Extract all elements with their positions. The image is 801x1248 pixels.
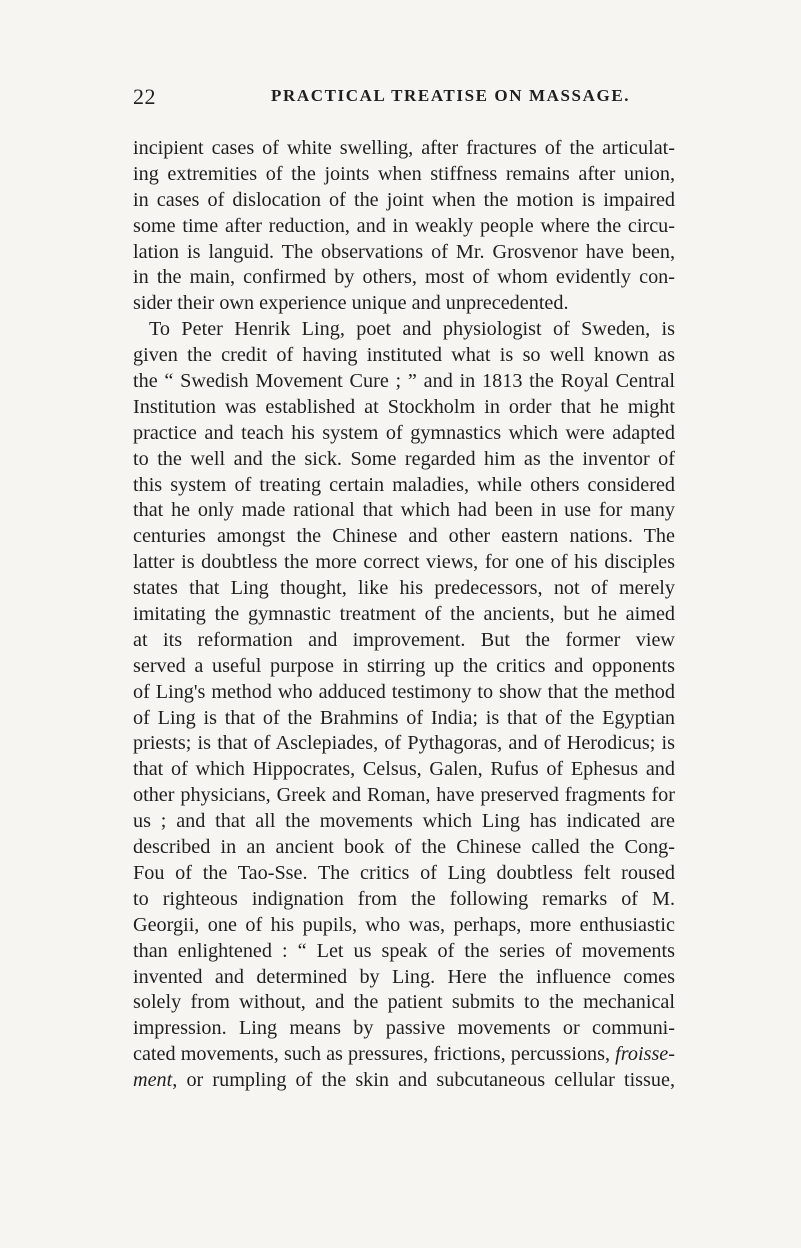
- line-text: to righteous indignation from the following remarks of M.: [133, 887, 675, 910]
- page-number: 22: [133, 84, 156, 109]
- text-line: [133, 939, 675, 965]
- text-line: [133, 136, 675, 162]
- page-header: [133, 84, 673, 114]
- text-line: [133, 1042, 675, 1068]
- text-line: [133, 887, 675, 913]
- line-text: Fou of the Tao-Sse. The critics of Ling doubtless felt roused: [133, 861, 675, 884]
- text-line: [133, 965, 675, 991]
- text-line: [133, 498, 675, 524]
- line-text: this system of treating certain maladies, while others considered: [133, 473, 675, 496]
- text-line: [133, 395, 675, 421]
- text-line: [133, 628, 675, 654]
- line-text: of Ling is that of the Brahmins of India; is that of the Egyptian: [133, 706, 675, 729]
- text-line: [133, 835, 675, 861]
- line-text: , or rumpling of the skin and subcutaneous cellular tissue,: [172, 1069, 675, 1092]
- line-text: Institution was established at Stockholm in order that he might: [133, 395, 675, 418]
- line-text: described in an ancient book of the Chinese called the Cong-: [133, 836, 675, 859]
- line-text: that of which Hippocrates, Celsus, Galen, Rufus of Ephesus and: [133, 758, 675, 781]
- text-line: [133, 576, 675, 602]
- text-line: [133, 162, 675, 188]
- line-text: imitating the gymnastic treatment of the ancients, but he aimed: [133, 603, 675, 626]
- text-line: [133, 783, 675, 809]
- line-text: incipient cases of white swelling, after fractures of the articulat-: [133, 137, 675, 159]
- line-text: states that Ling thought, like his predecessors, not of merely: [133, 577, 675, 600]
- italic-text: froisse-: [615, 1043, 675, 1066]
- line-text: ing extremities of the joints when stiffness remains after union,: [133, 162, 675, 185]
- text-line: [133, 706, 675, 732]
- text-line: [133, 861, 675, 887]
- text-line: [133, 757, 675, 783]
- text-line: [133, 369, 675, 395]
- text-line: [133, 524, 675, 550]
- line-text: at its reformation and improvement. But the former view: [133, 628, 675, 651]
- body-text: [133, 136, 675, 1094]
- line-text: of Ling's method who adduced testimony to show that the method: [133, 680, 675, 703]
- line-text: centuries amongst the Chinese and other eastern nations. The: [133, 525, 675, 548]
- text-line: [133, 317, 675, 343]
- text-line: [133, 913, 675, 939]
- text-line: [133, 214, 675, 240]
- line-text: solely from without, and the patient submits to the mechanical: [133, 991, 675, 1014]
- line-text: cated movements, such as pressures, frictions, percussions,: [133, 1043, 611, 1066]
- line-text: To Peter Henrik Ling, poet and physiologist of Sweden, is: [149, 318, 675, 341]
- text-line: [133, 1068, 675, 1094]
- line-text: some time after reduction, and in weakly people where the circu-: [133, 214, 675, 237]
- line-text: in cases of dislocation of the joint when the motion is impaired: [133, 188, 675, 211]
- text-line: [133, 188, 675, 214]
- text-line: [133, 343, 675, 369]
- text-line: [133, 654, 675, 680]
- text-line: [133, 731, 675, 757]
- running-head: PRACTICAL TREATISE ON MASSAGE.: [271, 86, 631, 105]
- line-text: practice and teach his system of gymnastics which were adapted: [133, 421, 675, 444]
- text-line: [133, 265, 675, 291]
- text-line: [133, 990, 675, 1016]
- line-text: us ; and that all the movements which Ling has indicated are: [133, 810, 675, 833]
- line-text: lation is languid. The observations of Mr. Grosvenor have been,: [133, 240, 675, 263]
- text-line: [133, 550, 675, 576]
- text-line: [133, 421, 675, 447]
- text-line: [133, 1016, 675, 1042]
- text-line: [133, 473, 675, 499]
- line-text: other physicians, Greek and Roman, have preserved fragments for: [133, 784, 675, 807]
- line-text: to the well and the sick. Some regarded him as the inventor of: [133, 447, 675, 470]
- text-line: [133, 240, 675, 266]
- text-line: [133, 809, 675, 835]
- text-line: [133, 447, 675, 473]
- text-line: [133, 680, 675, 706]
- text-line: [133, 602, 675, 628]
- line-text: impression. Ling means by passive movements or communi-: [133, 1017, 675, 1040]
- line-text: the “ Swedish Movement Cure ; ” and in 1813 the Royal Central: [133, 370, 675, 393]
- italic-text: ment: [133, 1069, 173, 1092]
- text-line: [133, 291, 675, 317]
- line-text: served a useful purpose in stirring up the critics and opponents: [133, 654, 675, 677]
- line-text: that he only made rational that which had been in use for many: [133, 499, 675, 522]
- line-text: sider their own experience unique and unprecedented.: [133, 292, 569, 315]
- line-text: than enlightened : “ Let us speak of the series of movements: [133, 939, 675, 962]
- line-text: given the credit of having instituted what is so well known as: [133, 344, 675, 367]
- line-text: in the main, confirmed by others, most of whom evidently con-: [133, 266, 675, 289]
- line-text: Georgii, one of his pupils, who was, perhaps, more enthusiastic: [133, 913, 675, 936]
- line-text: priests; is that of Asclepiades, of Pythagoras, and of Herodicus; is: [133, 732, 675, 755]
- line-text: invented and determined by Ling. Here the influence comes: [133, 965, 675, 988]
- line-text: latter is doubtless the more correct views, for one of his disciples: [133, 551, 675, 574]
